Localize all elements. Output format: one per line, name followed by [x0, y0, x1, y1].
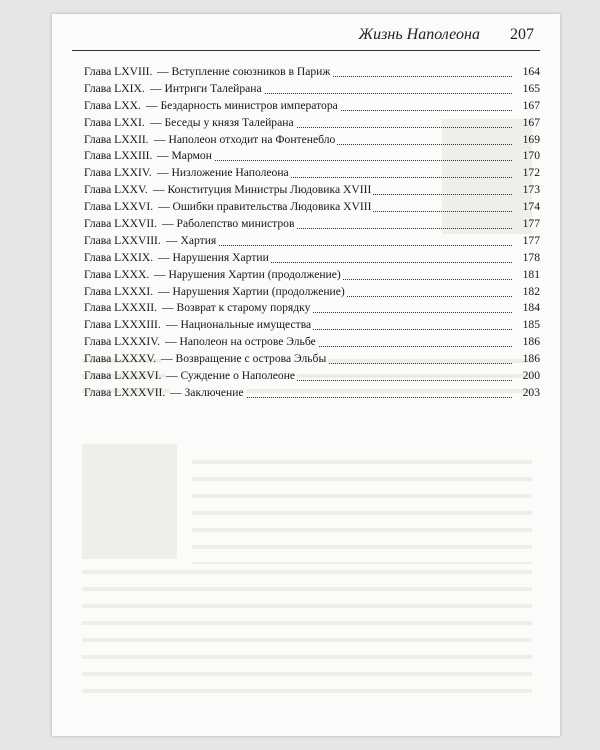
toc-entry — [84, 351, 540, 368]
toc-chapter-title: — Наполеон на острове Эльбе — [165, 334, 318, 351]
toc-entry — [84, 267, 540, 284]
toc-chapter-title: — Суждение о Наполеоне — [166, 368, 297, 385]
toc-page-number: 186 — [522, 352, 540, 366]
toc-page-number: 184 — [522, 301, 540, 315]
toc-page-number: 185 — [522, 318, 540, 332]
toc-chapter-label: Глава LXXIX. — [84, 250, 154, 264]
toc-chapter-label: Глава LXVIII. — [84, 65, 153, 78]
toc-page-number: 177 — [522, 233, 540, 247]
toc-chapter-label: Глава LXXXII. — [84, 301, 157, 315]
toc-entry — [84, 385, 540, 402]
toc-entry — [84, 81, 540, 98]
toc-entry — [84, 199, 540, 216]
toc-entry — [84, 216, 540, 233]
toc-chapter-label: Глава LXXXV. — [84, 352, 157, 366]
book-page — [52, 14, 560, 736]
toc-page-number: 170 — [522, 149, 540, 163]
toc-chapter-label: Глава LXX. — [84, 98, 141, 112]
toc-chapter-title: — Беседы у князя Талейрана — [150, 115, 296, 132]
toc-chapter-label: Глава LXXI. — [84, 115, 145, 129]
toc-chapter-label: Глава LXXXVII. — [84, 385, 166, 399]
toc-entry — [84, 368, 540, 385]
table-of-contents — [84, 64, 540, 402]
toc-chapter-label: Глава LXXX. — [84, 267, 150, 281]
toc-entry — [84, 148, 540, 165]
toc-chapter-label: Глава LXXVI. — [84, 200, 154, 214]
toc-chapter-title: — Возврат к старому порядку — [162, 300, 312, 317]
toc-page-number: 167 — [522, 98, 540, 112]
toc-page-number: 203 — [522, 385, 540, 399]
toc-entry — [84, 250, 540, 267]
show-through-image-bottom — [82, 444, 177, 559]
toc-chapter-label: Глава LXXXIII. — [84, 318, 161, 332]
toc-entry — [84, 165, 540, 182]
toc-chapter-title: — Нарушения Хартии (продолжение) — [158, 284, 347, 301]
toc-chapter-title: — Низложение Наполеона — [157, 165, 291, 182]
toc-chapter-title: — Конституция Министры Людовика XVIII — [153, 182, 373, 199]
toc-chapter-title: — Нарушения Хартии (продолжение) — [154, 267, 343, 284]
toc-chapter-label: Глава LXXXI. — [84, 284, 154, 298]
toc-chapter-title: — Интриги Талейрана — [150, 81, 264, 98]
toc-chapter-title: — Раболепство министров — [162, 216, 296, 233]
toc-chapter-label: Глава LXXXIV. — [84, 335, 160, 349]
toc-chapter-title: — Вступление союзников в Париж — [157, 64, 332, 81]
toc-chapter-title: — Возвращение с острова Эльбы — [161, 351, 328, 368]
toc-chapter-label: Глава LXIX. — [84, 81, 145, 95]
running-title: Жизнь Наполеона — [358, 26, 480, 43]
toc-chapter-title: — Наполеон отходит на Фонтенебло — [154, 132, 337, 149]
toc-chapter-title: — Нарушения Хартии — [158, 250, 271, 267]
toc-page-number: 177 — [522, 217, 540, 231]
toc-chapter-label: Глава LXXXVI. — [84, 369, 162, 383]
toc-page-number: 182 — [522, 284, 540, 298]
toc-chapter-title: — Бездарность министров императора — [146, 98, 340, 115]
toc-page-number: 165 — [522, 81, 540, 95]
toc-entry — [84, 334, 540, 351]
toc-page-number: 186 — [522, 335, 540, 349]
show-through-text-bottom — [82, 564, 532, 704]
page-number: 207 — [510, 26, 534, 43]
toc-chapter-label: Глава LXXV. — [84, 183, 148, 197]
toc-page-number: 173 — [522, 183, 540, 197]
toc-chapter-title: — Мармон — [157, 148, 214, 165]
toc-page-number: 167 — [522, 115, 540, 129]
toc-chapter-label: Глава LXXVII. — [84, 217, 157, 231]
toc-entry — [84, 132, 540, 149]
toc-chapter-title: — Хартия — [166, 233, 218, 250]
toc-chapter-label: Глава LXXIV. — [84, 166, 152, 180]
toc-chapter-title: — Заключение — [170, 385, 246, 402]
toc-page-number: 164 — [522, 65, 540, 78]
toc-page-number: 169 — [522, 132, 540, 146]
toc-page-number: 181 — [522, 267, 540, 281]
toc-entry — [84, 233, 540, 250]
running-header — [72, 16, 540, 50]
toc-entry — [84, 182, 540, 199]
toc-page-number: 172 — [522, 166, 540, 180]
toc-page-number: 200 — [522, 369, 540, 383]
toc-chapter-label: Глава LXXVIII. — [84, 233, 161, 247]
toc-chapter-title: — Национальные имущества — [166, 317, 313, 334]
toc-chapter-title: — Ошибки правительства Людовика XVIII — [158, 199, 373, 216]
toc-entry — [84, 115, 540, 132]
header-rule — [72, 50, 540, 51]
toc-chapter-label: Глава LXXII. — [84, 132, 149, 146]
toc-entry — [84, 98, 540, 115]
toc-entry — [84, 317, 540, 334]
toc-page-number: 174 — [522, 200, 540, 214]
toc-page-number: 178 — [522, 250, 540, 264]
toc-entry — [84, 64, 540, 81]
toc-chapter-label: Глава LXXIII. — [84, 149, 153, 163]
toc-entry — [84, 300, 540, 317]
toc-entry — [84, 284, 540, 301]
